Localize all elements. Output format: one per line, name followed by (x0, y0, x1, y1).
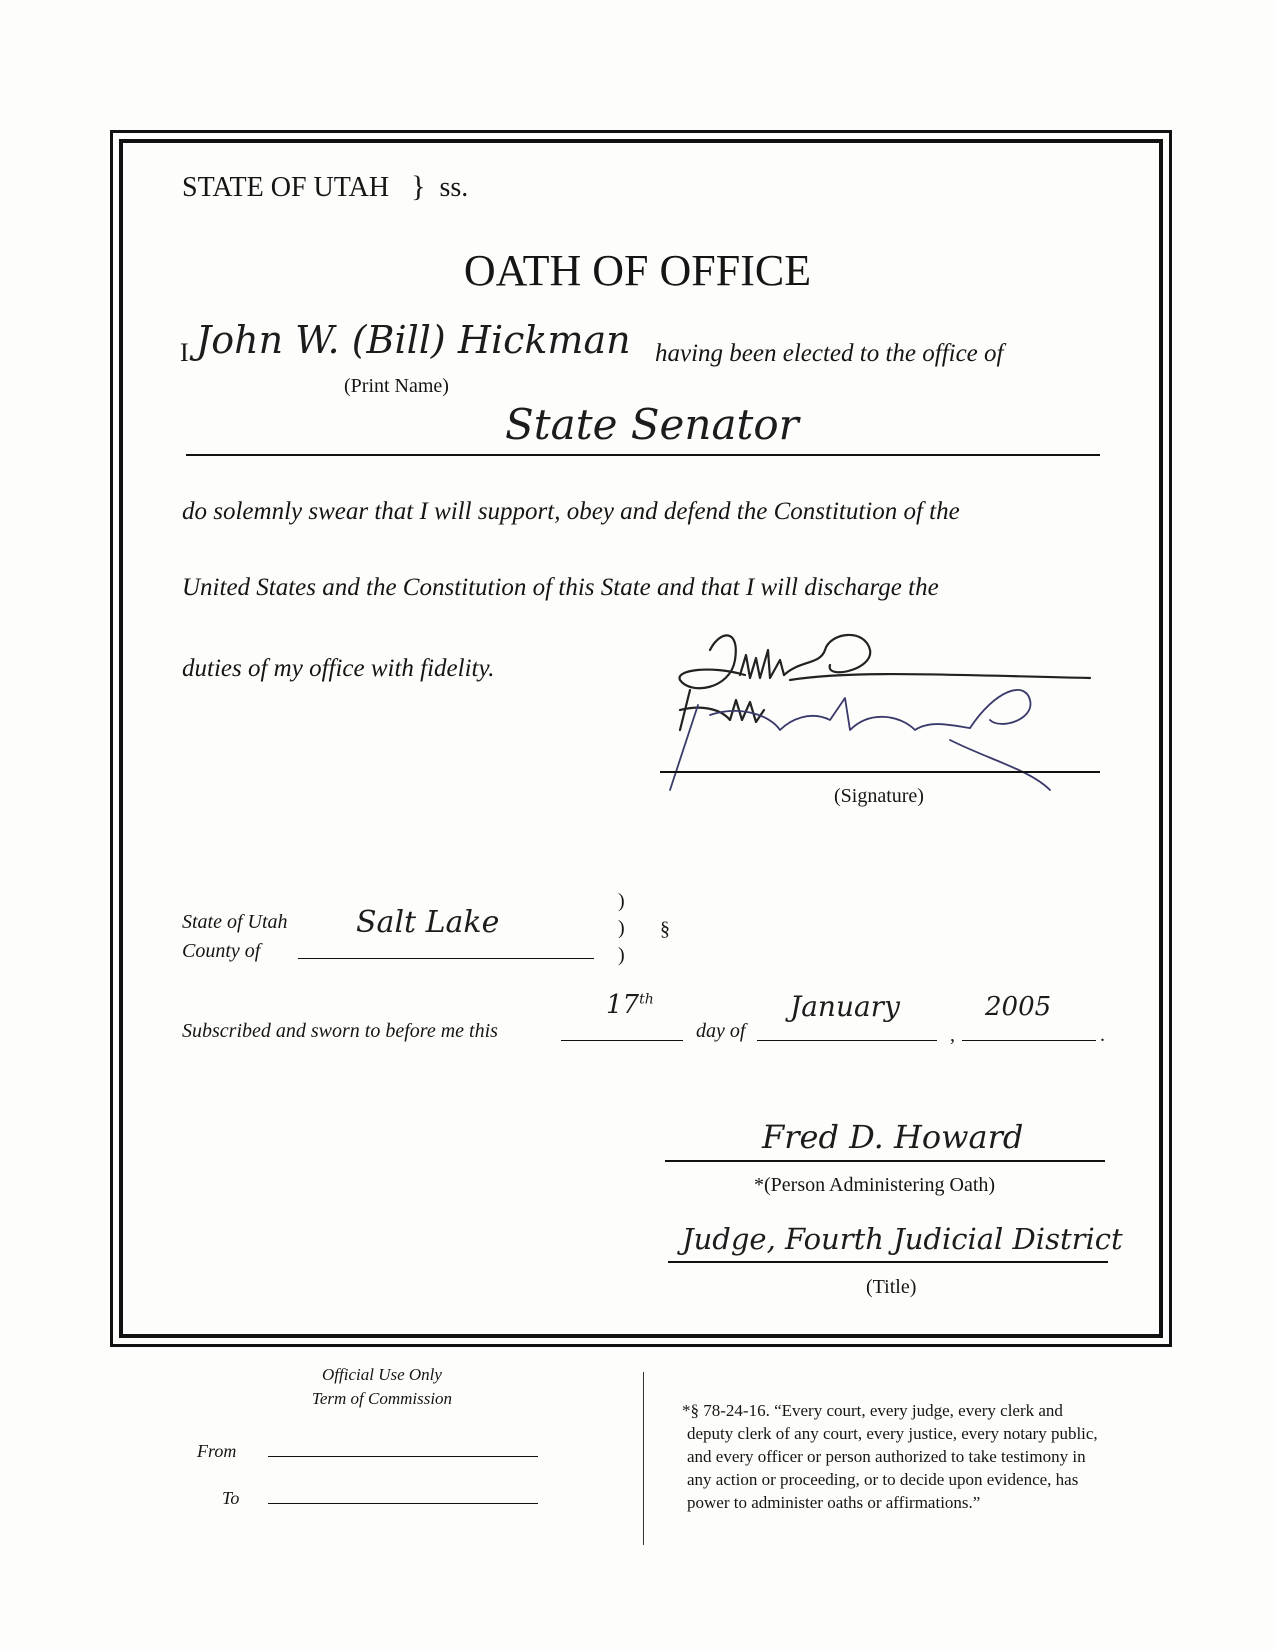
venue-paren-3: ) (618, 944, 625, 966)
from-label: From (197, 1441, 237, 1461)
state-heading (182, 170, 468, 204)
section-symbol: § (660, 918, 670, 940)
day-of-label: day of (696, 1020, 746, 1042)
comma: , (950, 1024, 955, 1046)
handwritten-administrator: Fred D. Howard (762, 1118, 1024, 1156)
day-suffix: th (639, 991, 654, 1008)
footnote-line-1: *§ 78-24-16. “Every court, every judge, every clerk and (682, 1401, 1063, 1420)
term-of-commission-heading: Term of Commission (311, 1389, 453, 1408)
title-line (668, 1261, 1108, 1263)
footnote-line-2: deputy clerk of any court, every justice, every notary public, (687, 1424, 1098, 1443)
handwritten-name: John W. (Bill) Hickman (196, 318, 631, 362)
handwritten-year: 2005 (985, 992, 1052, 1022)
venue-paren-1: ) (618, 890, 625, 912)
day-number: 17 (606, 990, 640, 1020)
signature-label: (Signature) (834, 785, 924, 807)
venue-county-label: County of (182, 940, 261, 962)
to-line (268, 1503, 538, 1504)
official-use-heading: Official Use Only (322, 1365, 442, 1384)
month-line (757, 1040, 937, 1041)
elected-text: having been elected to the office of (655, 340, 1004, 367)
administrator-label: *(Person Administering Oath) (754, 1174, 996, 1196)
venue-state-label: State of Utah (182, 911, 288, 933)
handwritten-title: Judge, Fourth Judicial District (682, 1222, 1123, 1256)
footer-divider (643, 1372, 644, 1545)
state-label: STATE OF UTAH (182, 172, 390, 203)
handwritten-day (606, 990, 654, 1020)
footnote-line-4: any action or proceeding, or to decide upon evidence, has (687, 1470, 1079, 1489)
county-line (298, 958, 594, 959)
oath-prefix-i: I (180, 338, 189, 367)
day-line (561, 1040, 683, 1041)
handwritten-county: Salt Lake (356, 905, 500, 940)
title-label: (Title) (866, 1276, 917, 1298)
year-line (962, 1040, 1096, 1041)
from-line (268, 1456, 538, 1457)
footnote-line-3: and every officer or person authorized to take testimony in (687, 1447, 1086, 1466)
sworn-prefix: Subscribed and sworn to before me this (182, 1020, 498, 1042)
oath-body-line-3: duties of my office with fidelity. (182, 655, 495, 682)
footnote-line-5: power to administer oaths or affirmations.” (687, 1493, 981, 1512)
handwritten-month: January (790, 990, 900, 1023)
administrator-line (665, 1160, 1105, 1162)
handwritten-office: State Senator (505, 400, 799, 449)
to-label: To (222, 1488, 240, 1508)
period: . (1100, 1024, 1105, 1046)
brace: } (411, 170, 426, 203)
office-line (186, 454, 1100, 456)
ss-label: ss. (439, 172, 469, 203)
document-title: OATH OF OFFICE (463, 246, 812, 295)
oath-body-line-1: do solemnly swear that I will support, obey and defend the Constitution of the (182, 498, 960, 525)
venue-paren-2: ) (618, 917, 625, 939)
signature-line (660, 771, 1100, 773)
oath-body-line-2: United States and the Constitution of this State and that I will discharge the (182, 574, 939, 601)
print-name-label: (Print Name) (344, 375, 449, 397)
